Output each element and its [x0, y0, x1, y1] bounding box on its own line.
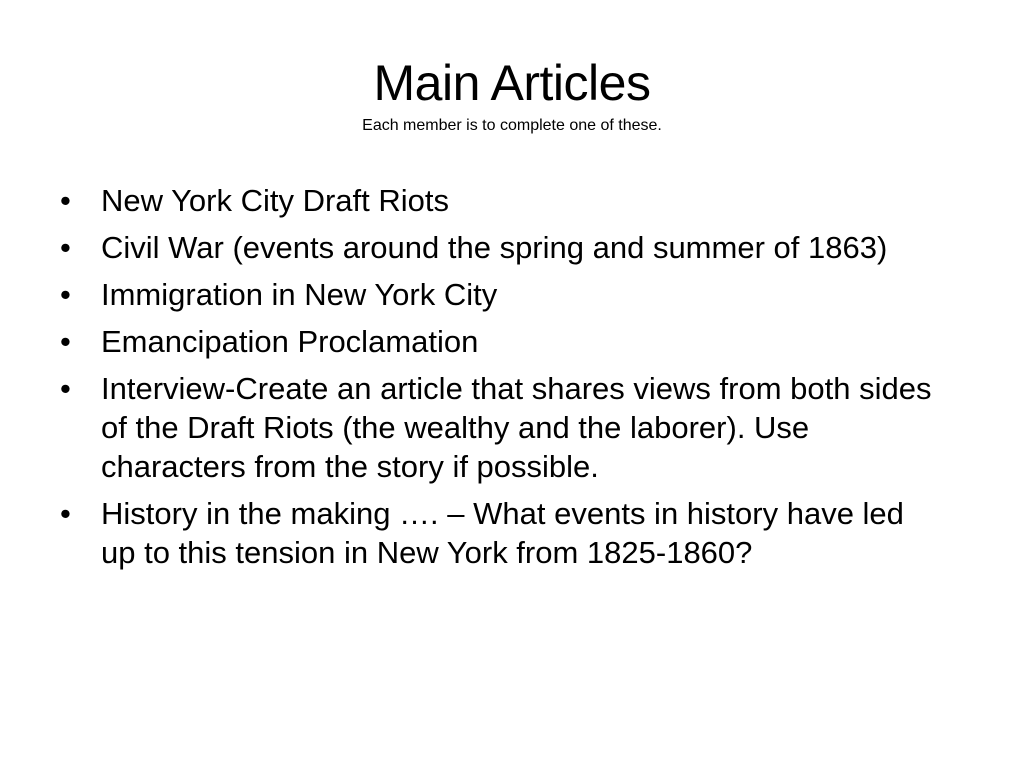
bullet-item [60, 369, 940, 486]
bullet-text: History in the making …. – What events in history have led up to this tension in New York from 1825-1860? [101, 496, 904, 570]
slide-subtitle: Each member is to complete one of these. [362, 117, 662, 134]
bullet-icon: • [60, 324, 71, 359]
bullet-text: Immigration in New York City [101, 277, 498, 312]
slide-title: Main Articles [373, 55, 651, 111]
bullet-item [60, 228, 940, 267]
bullet-icon: • [60, 230, 71, 265]
bullet-icon: • [60, 371, 71, 406]
bullet-list [60, 181, 940, 580]
bullet-icon: • [60, 277, 71, 312]
bullet-item [60, 494, 940, 572]
bullet-icon: • [60, 183, 71, 218]
bullet-text: Civil War (events around the spring and summer of 1863) [101, 230, 888, 265]
bullet-item [60, 181, 940, 220]
title-block [51, 52, 973, 136]
bullet-text: Emancipation Proclamation [101, 324, 479, 359]
bullet-item [60, 322, 940, 361]
bullet-icon: • [60, 496, 71, 531]
bullet-text: New York City Draft Riots [101, 183, 449, 218]
bullet-item [60, 275, 940, 314]
bullet-text: Interview-Create an article that shares views from both sides of the Draft Riots (the wealthy and the laborer). Use characters from the story if possible. [101, 371, 932, 484]
